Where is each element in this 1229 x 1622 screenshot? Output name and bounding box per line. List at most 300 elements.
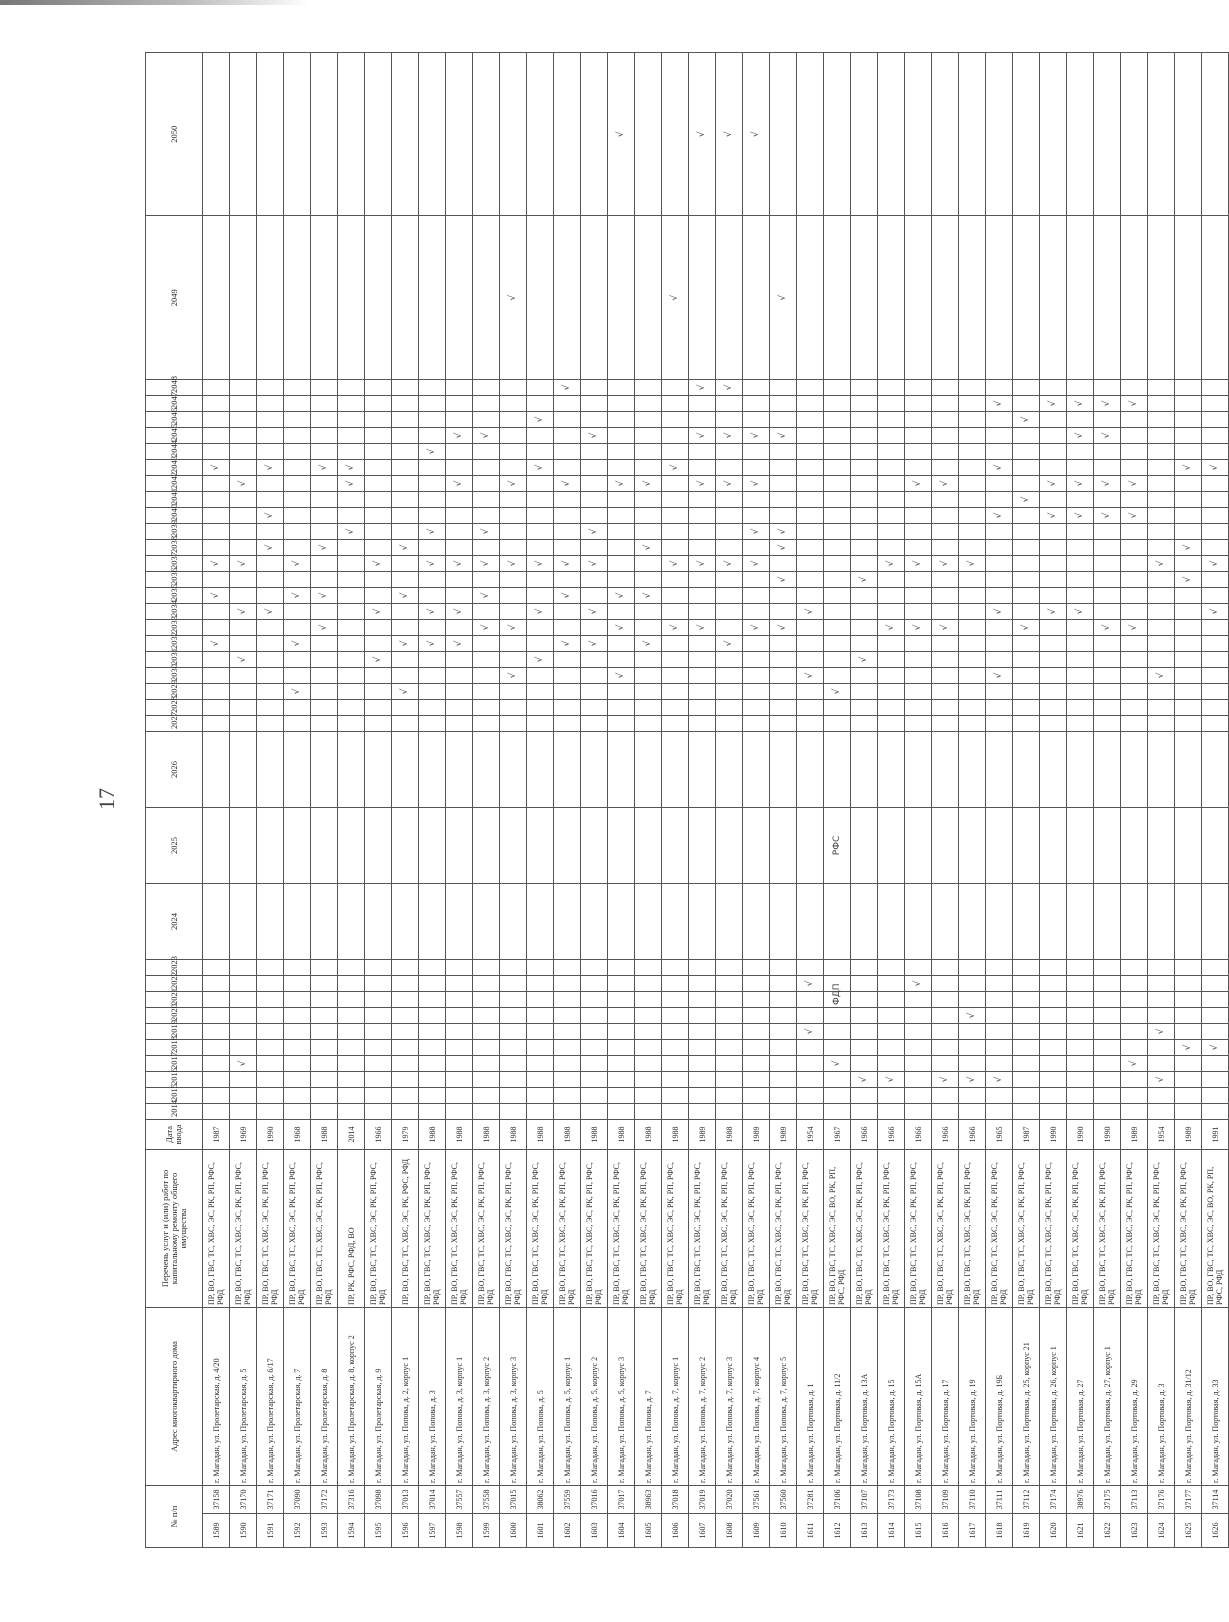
cell-2050 bbox=[1094, 53, 1121, 217]
cell-2036 bbox=[1148, 571, 1175, 587]
cell-2031 bbox=[716, 651, 743, 667]
cell-2048 bbox=[500, 379, 527, 395]
header-year-2049: 2049 bbox=[146, 216, 203, 379]
cell-2040 bbox=[662, 507, 689, 523]
cell-2025 bbox=[716, 807, 743, 883]
cell-2045 bbox=[635, 427, 662, 443]
cell-2024 bbox=[581, 883, 608, 959]
row-year: 1968 bbox=[284, 1119, 311, 1149]
cell-2036 bbox=[932, 571, 959, 587]
header-year-2035: 2035 bbox=[146, 587, 203, 603]
cell-2035 bbox=[743, 587, 770, 603]
row-year: 1988 bbox=[473, 1119, 500, 1149]
cell-2050 bbox=[770, 53, 797, 217]
cell-2022 bbox=[1121, 975, 1148, 991]
cell-2020 bbox=[1175, 1007, 1202, 1023]
cell-2035 bbox=[1148, 587, 1175, 603]
cell-2040 bbox=[878, 507, 905, 523]
cell-2046 bbox=[689, 411, 716, 427]
cell-2017 bbox=[473, 1055, 500, 1071]
cell-2030 bbox=[257, 667, 284, 683]
cell-2037: √ bbox=[743, 555, 770, 571]
cell-2023 bbox=[473, 959, 500, 975]
cell-2016 bbox=[527, 1071, 554, 1087]
cell-2043 bbox=[1121, 459, 1148, 475]
cell-2019 bbox=[230, 1023, 257, 1039]
row-address: г. Магадан, ул. Портовая, д. 15А bbox=[905, 1307, 932, 1485]
cell-2027 bbox=[500, 715, 527, 731]
cell-2020 bbox=[743, 1007, 770, 1023]
cell-2045 bbox=[311, 427, 338, 443]
cell-2020 bbox=[851, 1007, 878, 1023]
cell-2029 bbox=[1067, 683, 1094, 699]
cell-2024 bbox=[311, 883, 338, 959]
cell-2016 bbox=[608, 1071, 635, 1087]
row-works: ПР, ВО, ГВС, ТС, ХВС, ЭС, РК, РП, РФС, РФД bbox=[1175, 1149, 1202, 1307]
cell-2032 bbox=[527, 635, 554, 651]
row-works: ПР, ВО, ГВС, ТС, ХВС, ЭС, РК, РП, РФС, РФД bbox=[257, 1149, 284, 1307]
cell-2044 bbox=[554, 443, 581, 459]
cell-2037: √ bbox=[1148, 555, 1175, 571]
cell-2034 bbox=[905, 603, 932, 619]
cell-2022 bbox=[1067, 975, 1094, 991]
cell-2042 bbox=[419, 475, 446, 491]
cell-2042: √ bbox=[554, 475, 581, 491]
cell-2023 bbox=[311, 959, 338, 975]
cell-2043 bbox=[797, 459, 824, 475]
cell-2014 bbox=[257, 1103, 284, 1119]
row-address: г. Магадан, ул. Попова, д. 3, корпус 1 bbox=[446, 1307, 473, 1485]
cell-2030: √ bbox=[500, 667, 527, 683]
cell-2042 bbox=[1175, 475, 1202, 491]
cell-2017 bbox=[1013, 1055, 1040, 1071]
cell-2049 bbox=[527, 216, 554, 379]
cell-2026 bbox=[770, 731, 797, 807]
cell-2015 bbox=[365, 1087, 392, 1103]
cell-2021 bbox=[500, 991, 527, 1007]
cell-2035: √ bbox=[635, 587, 662, 603]
row-number: 1591 bbox=[257, 1514, 284, 1548]
cell-2017 bbox=[446, 1055, 473, 1071]
cell-2026 bbox=[1067, 731, 1094, 807]
cell-2036: √ bbox=[1175, 571, 1202, 587]
cell-2041 bbox=[1202, 491, 1229, 507]
table-row bbox=[338, 53, 365, 1548]
cell-2046 bbox=[635, 411, 662, 427]
cell-2025 bbox=[932, 807, 959, 883]
row-works: ПР, ВО, ГВС, ТС, ХВС, ЭС, РК, РП, РФС, РФД bbox=[662, 1149, 689, 1307]
cell-2027 bbox=[230, 715, 257, 731]
cell-2015 bbox=[284, 1087, 311, 1103]
cell-2021 bbox=[1094, 991, 1121, 1007]
row-code: 37158 bbox=[203, 1485, 230, 1513]
row-code: 37112 bbox=[1013, 1485, 1040, 1513]
cell-2034 bbox=[473, 603, 500, 619]
cell-2041 bbox=[284, 491, 311, 507]
cell-2036 bbox=[1202, 571, 1229, 587]
cell-2043 bbox=[1148, 459, 1175, 475]
cell-2038 bbox=[1121, 539, 1148, 555]
schedule-rows bbox=[203, 53, 1229, 1548]
cell-2049 bbox=[446, 216, 473, 379]
cell-2039 bbox=[203, 523, 230, 539]
cell-2041 bbox=[311, 491, 338, 507]
cell-2040 bbox=[284, 507, 311, 523]
cell-2045 bbox=[419, 427, 446, 443]
cell-2018: √ bbox=[1202, 1039, 1229, 1055]
row-address: г. Магадан, ул. Портовая, д. 17 bbox=[932, 1307, 959, 1485]
cell-2034 bbox=[392, 603, 419, 619]
cell-2023 bbox=[1202, 959, 1229, 975]
cell-2030 bbox=[1175, 667, 1202, 683]
row-address: г. Магадан, ул. Портовая, д. 31/12 bbox=[1175, 1307, 1202, 1485]
cell-2044 bbox=[392, 443, 419, 459]
cell-2020 bbox=[392, 1007, 419, 1023]
cell-2041 bbox=[743, 491, 770, 507]
cell-2050 bbox=[824, 53, 851, 217]
cell-2048 bbox=[662, 379, 689, 395]
cell-2039 bbox=[1094, 523, 1121, 539]
cell-2030 bbox=[932, 667, 959, 683]
cell-2033 bbox=[230, 619, 257, 635]
cell-2029 bbox=[635, 683, 662, 699]
cell-2046 bbox=[392, 411, 419, 427]
cell-2027 bbox=[1094, 715, 1121, 731]
row-year: 1988 bbox=[419, 1119, 446, 1149]
cell-2042 bbox=[1013, 475, 1040, 491]
cell-2049 bbox=[635, 216, 662, 379]
cell-2014 bbox=[230, 1103, 257, 1119]
cell-2043 bbox=[284, 459, 311, 475]
cell-2033 bbox=[284, 619, 311, 635]
row-year: 1990 bbox=[1067, 1119, 1094, 1149]
row-number: 1604 bbox=[608, 1514, 635, 1548]
row-year: 1987 bbox=[1013, 1119, 1040, 1149]
cell-2027 bbox=[338, 715, 365, 731]
cell-2015 bbox=[419, 1087, 446, 1103]
cell-2046 bbox=[500, 411, 527, 427]
cell-2038: √ bbox=[1175, 539, 1202, 555]
cell-2023 bbox=[743, 959, 770, 975]
cell-2034 bbox=[743, 603, 770, 619]
cell-2038 bbox=[1013, 539, 1040, 555]
table-row bbox=[257, 53, 284, 1548]
cell-2023 bbox=[203, 959, 230, 975]
cell-2027 bbox=[797, 715, 824, 731]
cell-2025 bbox=[1013, 807, 1040, 883]
cell-2043 bbox=[1013, 459, 1040, 475]
cell-2048 bbox=[851, 379, 878, 395]
cell-2015 bbox=[905, 1087, 932, 1103]
cell-2050 bbox=[257, 53, 284, 217]
cell-2049 bbox=[311, 216, 338, 379]
cell-2034: √ bbox=[797, 603, 824, 619]
row-number: 1605 bbox=[635, 1514, 662, 1548]
cell-2035 bbox=[824, 587, 851, 603]
cell-2030 bbox=[230, 667, 257, 683]
cell-2044 bbox=[932, 443, 959, 459]
cell-2041 bbox=[689, 491, 716, 507]
cell-2044 bbox=[635, 443, 662, 459]
cell-2018 bbox=[1013, 1039, 1040, 1055]
cell-2037: √ bbox=[554, 555, 581, 571]
cell-2020 bbox=[203, 1007, 230, 1023]
cell-2046 bbox=[284, 411, 311, 427]
cell-2050 bbox=[1175, 53, 1202, 217]
row-address: г. Магадан, ул. Попова, д. 3, корпус 2 bbox=[473, 1307, 500, 1485]
cell-2027 bbox=[986, 715, 1013, 731]
cell-2044 bbox=[1121, 443, 1148, 459]
cell-2038 bbox=[1148, 539, 1175, 555]
cell-2019 bbox=[392, 1023, 419, 1039]
cell-2021 bbox=[1067, 991, 1094, 1007]
row-address: г. Магадан, ул. Портовая, д. 27, корпус 1 bbox=[1094, 1307, 1121, 1485]
cell-2046 bbox=[365, 411, 392, 427]
row-year: 1989 bbox=[689, 1119, 716, 1149]
cell-2047 bbox=[581, 395, 608, 411]
cell-2045 bbox=[230, 427, 257, 443]
cell-2016 bbox=[1013, 1071, 1040, 1087]
cell-2028 bbox=[1202, 699, 1229, 715]
cell-2049 bbox=[1067, 216, 1094, 379]
header-year-2019: 2019 bbox=[146, 1023, 203, 1039]
cell-2047 bbox=[635, 395, 662, 411]
table-row bbox=[797, 53, 824, 1548]
row-number: 1622 bbox=[1094, 1514, 1121, 1548]
header-year-2038: 2038 bbox=[146, 539, 203, 555]
cell-2046: √ bbox=[527, 411, 554, 427]
cell-2023 bbox=[716, 959, 743, 975]
cell-2015 bbox=[338, 1087, 365, 1103]
cell-2048 bbox=[932, 379, 959, 395]
table-row bbox=[959, 53, 986, 1548]
cell-2038 bbox=[878, 539, 905, 555]
cell-2045 bbox=[392, 427, 419, 443]
cell-2027 bbox=[608, 715, 635, 731]
cell-2037 bbox=[1121, 555, 1148, 571]
cell-2050 bbox=[500, 53, 527, 217]
cell-2028 bbox=[554, 699, 581, 715]
cell-2021 bbox=[338, 991, 365, 1007]
cell-2021 bbox=[959, 991, 986, 1007]
row-works: ПР, ВО, ГВС, ТС, ХВС, ЭС, РК, РП, РФС, РФД bbox=[1067, 1149, 1094, 1307]
cell-2027 bbox=[635, 715, 662, 731]
cell-2043: √ bbox=[662, 459, 689, 475]
cell-2032 bbox=[986, 635, 1013, 651]
cell-2025 bbox=[797, 807, 824, 883]
cell-2048 bbox=[1175, 379, 1202, 395]
cell-2021 bbox=[473, 991, 500, 1007]
cell-2044 bbox=[473, 443, 500, 459]
cell-2046 bbox=[1094, 411, 1121, 427]
cell-2036 bbox=[689, 571, 716, 587]
cell-2031 bbox=[284, 651, 311, 667]
cell-2049 bbox=[554, 216, 581, 379]
cell-2032: √ bbox=[203, 635, 230, 651]
cell-2028 bbox=[1067, 699, 1094, 715]
cell-2041 bbox=[905, 491, 932, 507]
cell-2049 bbox=[419, 216, 446, 379]
cell-2033: √ bbox=[689, 619, 716, 635]
cell-2046 bbox=[1202, 411, 1229, 427]
cell-2014 bbox=[1148, 1103, 1175, 1119]
cell-2036 bbox=[473, 571, 500, 587]
row-number: 1589 bbox=[203, 1514, 230, 1548]
cell-2049 bbox=[392, 216, 419, 379]
cell-2029 bbox=[716, 683, 743, 699]
cell-2025 bbox=[527, 807, 554, 883]
row-works: ПР, ВО, ГВС, ТС, ХВС, ЭС, РК, РП, РФС, РФД bbox=[311, 1149, 338, 1307]
cell-2014 bbox=[743, 1103, 770, 1119]
table-row bbox=[905, 53, 932, 1548]
table-row bbox=[1202, 53, 1229, 1548]
cell-2032 bbox=[257, 635, 284, 651]
cell-2021 bbox=[554, 991, 581, 1007]
cell-2015 bbox=[1202, 1087, 1229, 1103]
cell-2016 bbox=[1121, 1071, 1148, 1087]
cell-2018 bbox=[662, 1039, 689, 1055]
cell-2023 bbox=[932, 959, 959, 975]
cell-2023 bbox=[986, 959, 1013, 975]
cell-2039 bbox=[878, 523, 905, 539]
row-works: ПР, ВО, ГВС, ТС, ХВС, ЭС, РК, РП, РФС, РФД bbox=[500, 1149, 527, 1307]
cell-2039 bbox=[1013, 523, 1040, 539]
table-row bbox=[716, 53, 743, 1548]
cell-2039 bbox=[689, 523, 716, 539]
row-code: 38963 bbox=[635, 1485, 662, 1513]
cell-2019 bbox=[689, 1023, 716, 1039]
row-code: 37111 bbox=[986, 1485, 1013, 1513]
cell-2030 bbox=[716, 667, 743, 683]
cell-2021 bbox=[284, 991, 311, 1007]
header-address: Адрес многоквартирного дома bbox=[146, 1307, 203, 1485]
cell-2042 bbox=[392, 475, 419, 491]
row-address: г. Магадан, ул. Портовая, д. 11/2 bbox=[824, 1307, 851, 1485]
cell-2022 bbox=[1175, 975, 1202, 991]
cell-2037: √ bbox=[581, 555, 608, 571]
row-code: 37106 bbox=[824, 1485, 851, 1513]
cell-2044 bbox=[257, 443, 284, 459]
cell-2035: √ bbox=[608, 587, 635, 603]
cell-2036 bbox=[1040, 571, 1067, 587]
cell-2015 bbox=[1040, 1087, 1067, 1103]
table-row bbox=[851, 53, 878, 1548]
cell-2048 bbox=[743, 379, 770, 395]
header-year-2017: 2017 bbox=[146, 1055, 203, 1071]
cell-2047 bbox=[419, 395, 446, 411]
cell-2026 bbox=[878, 731, 905, 807]
cell-2040 bbox=[905, 507, 932, 523]
cell-2026 bbox=[1013, 731, 1040, 807]
cell-2043 bbox=[635, 459, 662, 475]
cell-2033: √ bbox=[662, 619, 689, 635]
row-code: 37173 bbox=[878, 1485, 905, 1513]
cell-2016 bbox=[1175, 1071, 1202, 1087]
cell-2016 bbox=[581, 1071, 608, 1087]
cell-2036 bbox=[959, 571, 986, 587]
cell-2034 bbox=[1094, 603, 1121, 619]
cell-2027 bbox=[1067, 715, 1094, 731]
cell-2045: √ bbox=[446, 427, 473, 443]
cell-2042: √ bbox=[743, 475, 770, 491]
cell-2020 bbox=[338, 1007, 365, 1023]
cell-2041 bbox=[959, 491, 986, 507]
row-works: ПР, ВО, ГВС, ТС, ХВС, ЭС, РК, РП, РФС, РФД bbox=[635, 1149, 662, 1307]
cell-2045 bbox=[365, 427, 392, 443]
cell-2016 bbox=[230, 1071, 257, 1087]
cell-2033 bbox=[1202, 619, 1229, 635]
cell-2036 bbox=[365, 571, 392, 587]
cell-2031 bbox=[608, 651, 635, 667]
cell-2026 bbox=[1175, 731, 1202, 807]
table-row bbox=[770, 53, 797, 1548]
cell-2024 bbox=[608, 883, 635, 959]
cell-2019 bbox=[284, 1023, 311, 1039]
cell-2042 bbox=[986, 475, 1013, 491]
cell-2033 bbox=[797, 619, 824, 635]
cell-2036 bbox=[581, 571, 608, 587]
cell-2050 bbox=[851, 53, 878, 217]
row-code: 37016 bbox=[581, 1485, 608, 1513]
cell-2016 bbox=[1094, 1071, 1121, 1087]
cell-2024 bbox=[635, 883, 662, 959]
cell-2041 bbox=[1121, 491, 1148, 507]
cell-2045 bbox=[1175, 427, 1202, 443]
cell-2041 bbox=[203, 491, 230, 507]
cell-2031 bbox=[770, 651, 797, 667]
cell-2021: ФДП bbox=[824, 991, 851, 1007]
cell-2025 bbox=[905, 807, 932, 883]
cell-2040 bbox=[500, 507, 527, 523]
cell-2024 bbox=[1121, 883, 1148, 959]
cell-2049 bbox=[743, 216, 770, 379]
cell-2025 bbox=[473, 807, 500, 883]
cell-2017 bbox=[527, 1055, 554, 1071]
row-year: 1987 bbox=[203, 1119, 230, 1149]
cell-2032 bbox=[662, 635, 689, 651]
cell-2039 bbox=[932, 523, 959, 539]
cell-2039 bbox=[1148, 523, 1175, 539]
cell-2031 bbox=[1202, 651, 1229, 667]
row-works: ПР, ВО, ГВС, ТС, ХВС, ЭС, РК, РП, РФС, РФД bbox=[284, 1149, 311, 1307]
row-works: ПР, ВО, ГВС, ТС, ХВС, ЭС, РК, РП, РФС, РФД bbox=[203, 1149, 230, 1307]
cell-2031 bbox=[662, 651, 689, 667]
row-code: 37281 bbox=[797, 1485, 824, 1513]
cell-2019 bbox=[608, 1023, 635, 1039]
cell-2015 bbox=[1121, 1087, 1148, 1103]
row-number: 1617 bbox=[959, 1514, 986, 1548]
cell-2014 bbox=[716, 1103, 743, 1119]
cell-2020 bbox=[1013, 1007, 1040, 1023]
cell-2020 bbox=[689, 1007, 716, 1023]
cell-2023 bbox=[905, 959, 932, 975]
cell-2037: √ bbox=[959, 555, 986, 571]
cell-2031 bbox=[473, 651, 500, 667]
cell-2042 bbox=[662, 475, 689, 491]
cell-2025 bbox=[770, 807, 797, 883]
cell-2040 bbox=[446, 507, 473, 523]
cell-2021 bbox=[581, 991, 608, 1007]
cell-2045: √ bbox=[716, 427, 743, 443]
cell-2040 bbox=[797, 507, 824, 523]
cell-2047 bbox=[311, 395, 338, 411]
cell-2046 bbox=[608, 411, 635, 427]
cell-2015 bbox=[392, 1087, 419, 1103]
cell-2019 bbox=[1175, 1023, 1202, 1039]
cell-2027 bbox=[554, 715, 581, 731]
row-address: г. Магадан, ул. Портовая, д. 26, корпус 1 bbox=[1040, 1307, 1067, 1485]
cell-2035 bbox=[986, 587, 1013, 603]
